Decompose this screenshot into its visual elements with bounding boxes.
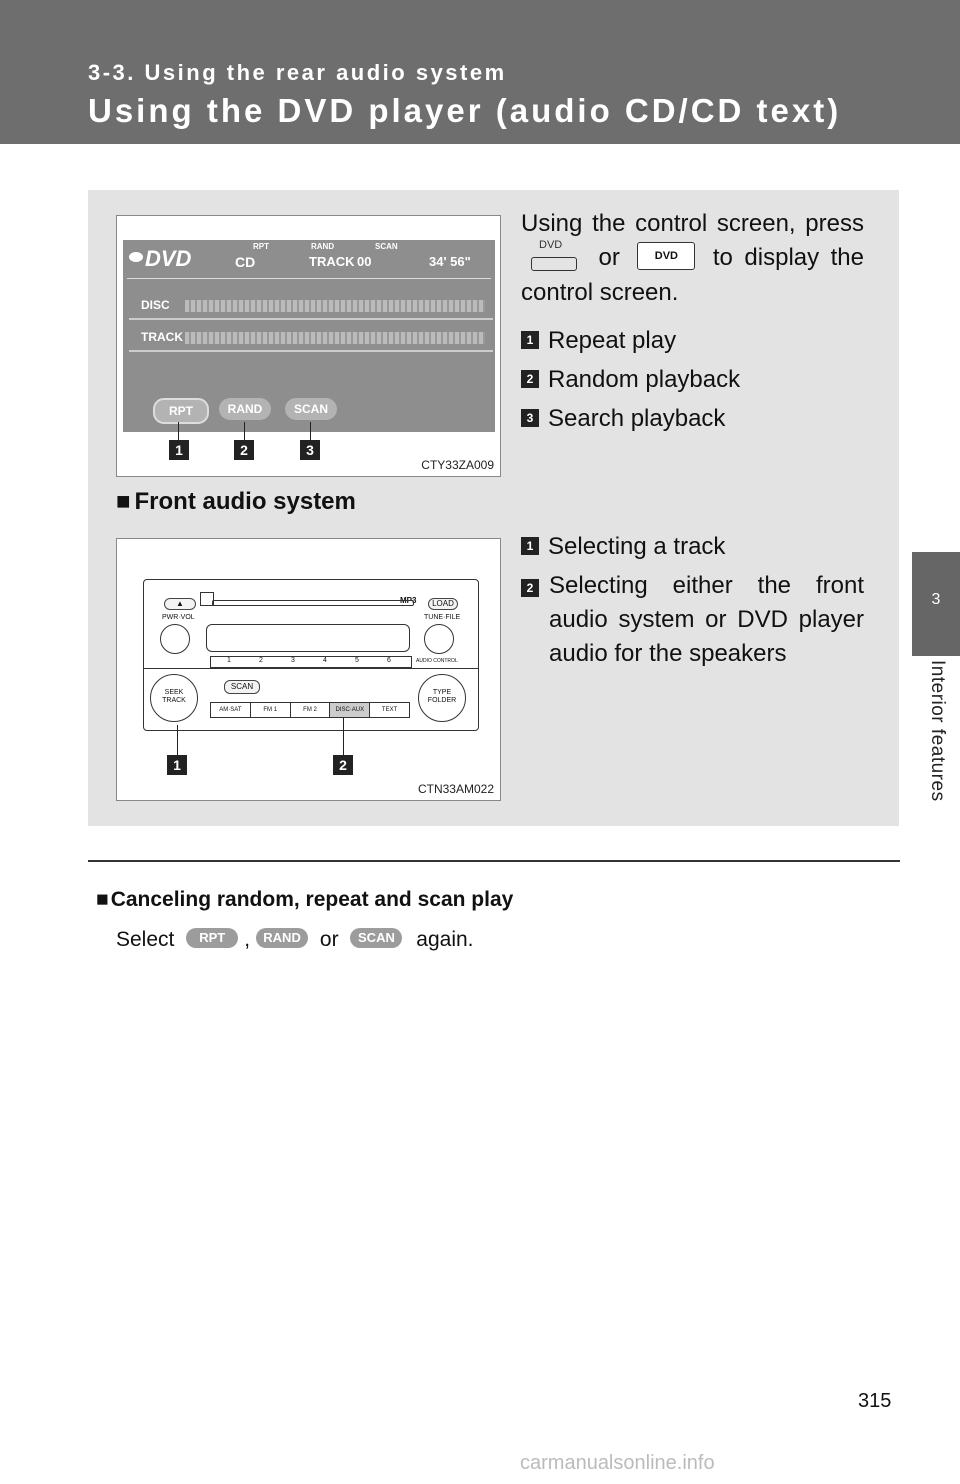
rpt-pill-label: RPT (199, 930, 226, 946)
seek-label: SEEK (164, 689, 184, 696)
callout-badge: 2 (234, 440, 254, 460)
scan-hard-button[interactable] (224, 680, 260, 694)
cancel-heading (96, 888, 513, 912)
indicator-rpt: RPT (253, 242, 269, 251)
eject-icon: ▲ (176, 599, 184, 608)
rpt-pill-button (186, 928, 238, 948)
rpt-button[interactable] (153, 398, 209, 424)
callout-line (343, 717, 344, 755)
section-title: 3-3. Using the rear audio system (88, 60, 507, 85)
item-label: Selecting a track (548, 533, 726, 560)
dvd-screen (123, 240, 495, 432)
cancel-instruction (116, 928, 474, 952)
mp3-logo: MP3 (400, 596, 417, 605)
tune-file-label: TUNE·FILE (424, 614, 461, 621)
am-sat-button[interactable]: AM·SAT (211, 703, 251, 717)
section-divider (88, 860, 900, 862)
seek-track-knob[interactable] (150, 674, 198, 722)
intro-text: Using the control screen, press (521, 210, 864, 237)
square-bullet-icon: ■ (96, 888, 109, 911)
load-button[interactable] (428, 598, 458, 610)
eject-button[interactable] (164, 598, 196, 610)
dvd-hard-button (527, 239, 581, 273)
load-label: LOAD (432, 599, 454, 608)
text-button[interactable]: TEXT (381, 707, 398, 713)
track-label: TRACK (309, 254, 355, 269)
list-item (521, 324, 676, 358)
lower-panel-line (144, 668, 478, 669)
figure-dvd-screen (116, 215, 501, 477)
callout-line (177, 725, 178, 755)
display-window (206, 624, 410, 652)
preset-label: 4 (323, 657, 327, 664)
disc-icon (129, 252, 143, 262)
page-header (0, 0, 960, 144)
callout-line (310, 422, 311, 440)
again-text: again. (416, 928, 474, 951)
callout-badge: 2 (333, 755, 353, 775)
audio-control-label: AUDIO CONTROL (416, 658, 458, 664)
radio-unit (143, 579, 479, 731)
disc-aux-button[interactable]: DISC·AUX (330, 703, 370, 717)
track-row-bar (185, 332, 485, 344)
dvd-screen-button (637, 242, 695, 270)
disc-slot (212, 600, 414, 606)
or-text: or (319, 928, 339, 951)
track-value: 00 (357, 254, 372, 269)
footer-watermark: carmanualsonline.info (520, 1452, 715, 1474)
fm1-button[interactable]: FM 1 (251, 703, 291, 717)
rand-button[interactable] (219, 398, 271, 420)
item-label: Random playback (548, 366, 741, 393)
type-label: TYPE (432, 689, 452, 696)
track-label: TRACK (162, 697, 186, 704)
callout-badge: 1 (169, 440, 189, 460)
preset-label: 6 (387, 657, 391, 664)
dvd-logo: DVD (145, 246, 192, 271)
page-number: 315 (858, 1390, 892, 1412)
row-line (129, 350, 493, 352)
heading-text: Front audio system (134, 488, 356, 515)
item-number-badge: 1 (521, 537, 539, 555)
rand-pill-label: RAND (263, 930, 301, 946)
item-number-badge: 2 (521, 579, 539, 597)
scan-button-label: SCAN (293, 402, 328, 416)
item-label: Selecting either the front audio system or DVD player audio for the speakers (549, 572, 864, 667)
item-number-badge: 3 (521, 409, 539, 427)
select-text: Select (116, 928, 175, 951)
mode-button-row (210, 702, 410, 718)
front-audio-heading (116, 488, 356, 516)
list-item (521, 569, 864, 671)
preset-bar (210, 656, 412, 668)
pwr-vol-label: PWR·VOL (162, 614, 195, 621)
comma-text: , (244, 928, 251, 951)
pwr-vol-knob[interactable] (160, 624, 190, 654)
indicator-scan: SCAN (375, 242, 398, 251)
list-item (521, 402, 725, 436)
figure-code: CTY33ZA009 (421, 458, 494, 472)
item-label: Search playback (548, 405, 726, 432)
callout-line (178, 422, 179, 440)
indicator-rand: RAND (311, 242, 335, 251)
scan-hard-label: SCAN (230, 682, 254, 691)
screen-divider (127, 278, 491, 279)
intro-text-end: to display the control screen. (521, 244, 864, 306)
or-text: or (598, 244, 620, 271)
type-folder-knob[interactable] (418, 674, 466, 722)
item-label: Repeat play (548, 327, 677, 354)
intro-paragraph (521, 207, 864, 310)
fm2-button[interactable]: FM 2 (291, 703, 331, 717)
preset-label: 3 (291, 657, 295, 664)
preset-label: 5 (355, 657, 359, 664)
dvd-screen-button-label: DVD (654, 249, 678, 262)
dvd-button-shape (531, 257, 577, 271)
chapter-tab: 3 (912, 552, 960, 656)
track-row-label: TRACK (141, 330, 183, 344)
disc-row-label: DISC (141, 298, 170, 312)
mode-label: CD (235, 254, 256, 270)
list-item (521, 363, 740, 397)
dvd-button-label: DVD (539, 238, 563, 251)
rand-pill-button (256, 928, 308, 948)
rand-button-label: RAND (227, 402, 263, 416)
figure-code: CTN33AM022 (417, 782, 494, 796)
item-number-badge: 2 (521, 370, 539, 388)
chapter-label: Interior features (927, 660, 948, 802)
folder-label: FOLDER (427, 697, 457, 704)
callout-line (244, 422, 245, 440)
time-display: 34' 56" (429, 254, 471, 269)
item-number-badge: 1 (521, 331, 539, 349)
scan-pill-label: SCAN (358, 930, 395, 946)
callout-badge: 1 (167, 755, 187, 775)
heading-text: Canceling random, repeat and scan play (110, 888, 514, 911)
scan-button[interactable] (285, 398, 337, 420)
preset-label: 2 (259, 657, 263, 664)
disc-row-bar (185, 300, 485, 312)
square-bullet-icon: ■ (116, 488, 131, 515)
row-line (129, 318, 493, 320)
scan-pill-button (350, 928, 402, 948)
preset-label: 1 (227, 657, 231, 664)
figure-front-audio (116, 538, 501, 801)
page-title: Using the DVD player (audio CD/CD text) (88, 92, 842, 129)
list-item (521, 530, 725, 564)
tune-file-knob[interactable] (424, 624, 454, 654)
callout-badge: 3 (300, 440, 320, 460)
rpt-button-label: RPT (169, 404, 193, 418)
